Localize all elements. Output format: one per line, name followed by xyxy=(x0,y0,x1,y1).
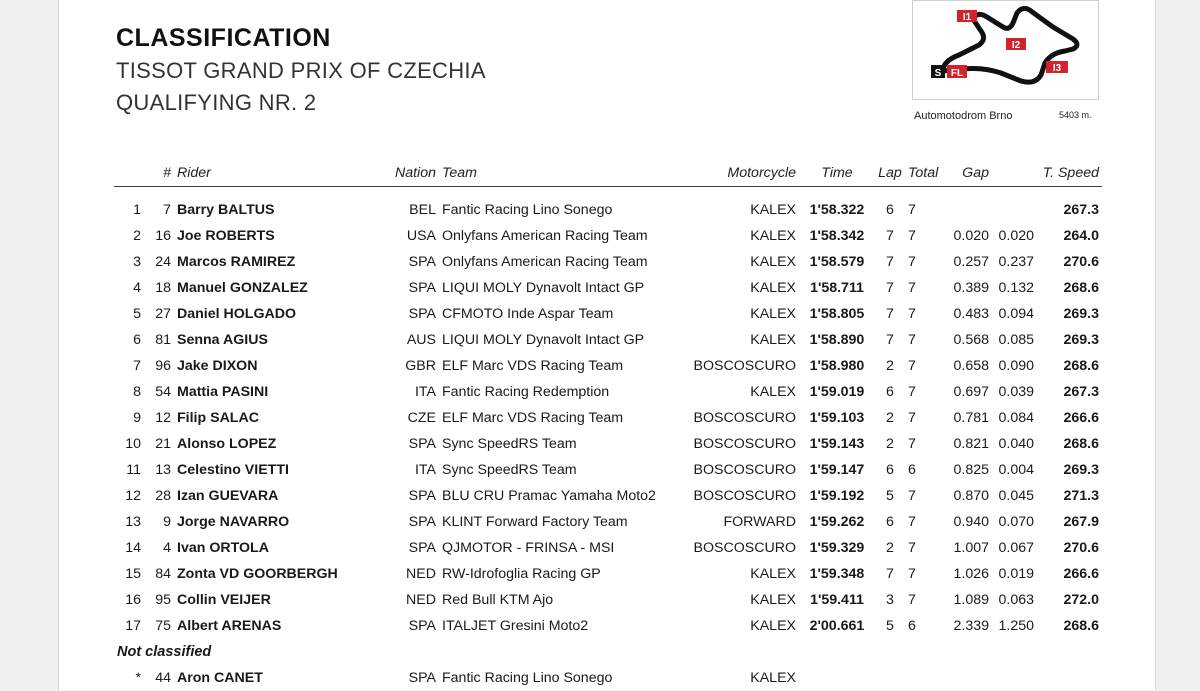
top-speed-cell: 268.6 xyxy=(1037,431,1102,457)
total-laps-cell: 7 xyxy=(905,301,935,327)
not-classified-row xyxy=(114,665,1102,691)
nation-cell: SPA xyxy=(369,665,439,691)
rider-name-cell: Manuel GONZALEZ xyxy=(174,275,369,301)
position-cell: 2 xyxy=(114,223,144,249)
gap-first-cell: 0.821 xyxy=(935,431,992,457)
total-laps-cell: 6 xyxy=(905,457,935,483)
table-row xyxy=(114,457,1102,483)
lap-time-cell: 1'59.143 xyxy=(799,431,875,457)
rider-number-cell: 9 xyxy=(144,509,174,535)
position-cell: 13 xyxy=(114,509,144,535)
lap-time-cell: 1'58.342 xyxy=(799,223,875,249)
start-marker xyxy=(931,65,945,79)
svg-text:FL: FL xyxy=(951,68,963,79)
best-lap-cell: 7 xyxy=(875,561,905,587)
position-cell: 5 xyxy=(114,301,144,327)
table-row xyxy=(114,249,1102,275)
gap-first-cell: 0.483 xyxy=(935,301,992,327)
motorcycle-cell: KALEX xyxy=(681,613,799,639)
total-laps-cell: 7 xyxy=(905,483,935,509)
team-cell: Sync SpeedRS Team xyxy=(439,431,681,457)
gap-previous-cell: 0.067 xyxy=(992,535,1037,561)
table-row xyxy=(114,275,1102,301)
motorcycle-cell: KALEX xyxy=(681,379,799,405)
team-cell: LIQUI MOLY Dynavolt Intact GP xyxy=(439,327,681,353)
team-cell: Red Bull KTM Ajo xyxy=(439,587,681,613)
session-name: QUALIFYING NR. 2 xyxy=(116,90,316,116)
team-cell: ELF Marc VDS Racing Team xyxy=(439,353,681,379)
top-speed-cell: 266.6 xyxy=(1037,561,1102,587)
motorcycle-cell: BOSCOSCURO xyxy=(681,405,799,431)
nation-cell: SPA xyxy=(369,301,439,327)
motorcycle-cell: KALEX xyxy=(681,665,799,691)
rider-number-cell: 24 xyxy=(144,249,174,275)
rider-number-cell: 84 xyxy=(144,561,174,587)
lap-time-cell: 1'59.019 xyxy=(799,379,875,405)
position-cell: 15 xyxy=(114,561,144,587)
nation-cell: SPA xyxy=(369,431,439,457)
top-speed-cell: 269.3 xyxy=(1037,327,1102,353)
nation-cell: SPA xyxy=(369,535,439,561)
gap-first-cell: 0.257 xyxy=(935,249,992,275)
position-cell: 12 xyxy=(114,483,144,509)
motorcycle-cell: KALEX xyxy=(681,587,799,613)
rider-name-cell: Barry BALTUS xyxy=(174,197,369,223)
rider-number-cell: 95 xyxy=(144,587,174,613)
motorcycle-cell: FORWARD xyxy=(681,509,799,535)
nation-cell: BEL xyxy=(369,197,439,223)
nation-cell: CZE xyxy=(369,405,439,431)
nation-cell: NED xyxy=(369,587,439,613)
empty-cell xyxy=(875,665,905,691)
lap-time-cell: 1'58.805 xyxy=(799,301,875,327)
lap-time-cell: 1'59.329 xyxy=(799,535,875,561)
total-laps-cell: 7 xyxy=(905,353,935,379)
gap-previous-cell: 0.020 xyxy=(992,223,1037,249)
gap-previous-cell: 0.094 xyxy=(992,301,1037,327)
empty-cell xyxy=(935,665,992,691)
col-nation: Nation xyxy=(369,160,439,187)
best-lap-cell: 6 xyxy=(875,197,905,223)
top-speed-cell: 267.3 xyxy=(1037,197,1102,223)
not-classified-heading-row xyxy=(114,639,1102,665)
motorcycle-cell: KALEX xyxy=(681,561,799,587)
lap-time-cell: 1'58.322 xyxy=(799,197,875,223)
results-body xyxy=(114,187,1102,691)
best-lap-cell: 6 xyxy=(875,509,905,535)
empty-cell xyxy=(799,665,875,691)
team-cell: KLINT Forward Factory Team xyxy=(439,509,681,535)
team-cell: QJMOTOR - FRINSA - MSI xyxy=(439,535,681,561)
rider-name-cell: Mattia PASINI xyxy=(174,379,369,405)
rider-name-cell: Celestino VIETTI xyxy=(174,457,369,483)
total-laps-cell: 7 xyxy=(905,275,935,301)
gap-previous-cell: 0.237 xyxy=(992,249,1037,275)
motorcycle-cell: BOSCOSCURO xyxy=(681,535,799,561)
motorcycle-cell: KALEX xyxy=(681,275,799,301)
nation-cell: NED xyxy=(369,561,439,587)
best-lap-cell: 7 xyxy=(875,301,905,327)
lap-time-cell: 1'59.103 xyxy=(799,405,875,431)
table-row xyxy=(114,353,1102,379)
gap-previous-cell: 0.063 xyxy=(992,587,1037,613)
position-cell: 17 xyxy=(114,613,144,639)
best-lap-cell: 6 xyxy=(875,457,905,483)
total-laps-cell: 6 xyxy=(905,613,935,639)
table-row xyxy=(114,301,1102,327)
empty-cell xyxy=(1037,665,1102,691)
gap-first-cell: 2.339 xyxy=(935,613,992,639)
position-cell: 1 xyxy=(114,197,144,223)
event-name: TISSOT GRAND PRIX OF CZECHIA xyxy=(116,58,486,84)
rider-name-cell: Joe ROBERTS xyxy=(174,223,369,249)
nation-cell: SPA xyxy=(369,613,439,639)
rider-name-cell: Collin VEIJER xyxy=(174,587,369,613)
total-laps-cell: 7 xyxy=(905,197,935,223)
motorcycle-cell: BOSCOSCURO xyxy=(681,457,799,483)
position-cell: 9 xyxy=(114,405,144,431)
total-laps-cell: 7 xyxy=(905,249,935,275)
motorcycle-cell: KALEX xyxy=(681,223,799,249)
nation-cell: SPA xyxy=(369,483,439,509)
rider-number-cell: 21 xyxy=(144,431,174,457)
table-row xyxy=(114,431,1102,457)
rider-name-cell: Izan GUEVARA xyxy=(174,483,369,509)
nation-cell: SPA xyxy=(369,249,439,275)
motorcycle-cell: BOSCOSCURO xyxy=(681,431,799,457)
table-row xyxy=(114,327,1102,353)
gap-previous-cell: 0.040 xyxy=(992,431,1037,457)
table-row xyxy=(114,405,1102,431)
position-cell: 16 xyxy=(114,587,144,613)
nation-cell: AUS xyxy=(369,327,439,353)
total-laps-cell: 7 xyxy=(905,587,935,613)
gap-previous-cell: 0.004 xyxy=(992,457,1037,483)
team-cell: LIQUI MOLY Dynavolt Intact GP xyxy=(439,275,681,301)
nation-cell: ITA xyxy=(369,457,439,483)
results-table xyxy=(114,160,1102,691)
gap-previous-cell xyxy=(992,197,1037,223)
best-lap-cell: 2 xyxy=(875,431,905,457)
top-speed-cell: 271.3 xyxy=(1037,483,1102,509)
best-lap-cell: 5 xyxy=(875,483,905,509)
col-total: Total xyxy=(905,160,935,187)
team-cell: Fantic Racing Lino Sonego xyxy=(439,665,681,691)
gap-first-cell: 0.389 xyxy=(935,275,992,301)
top-speed-cell: 264.0 xyxy=(1037,223,1102,249)
lap-time-cell: 1'58.711 xyxy=(799,275,875,301)
gap-previous-cell: 0.070 xyxy=(992,509,1037,535)
col-gap: Gap xyxy=(935,160,992,187)
svg-text:I2: I2 xyxy=(1012,40,1021,51)
circuit-name: Automotodrom Brno xyxy=(914,110,1012,122)
team-cell: Onlyfans American Racing Team xyxy=(439,223,681,249)
best-lap-cell: 7 xyxy=(875,327,905,353)
top-speed-cell: 268.6 xyxy=(1037,275,1102,301)
rider-number-cell: 4 xyxy=(144,535,174,561)
total-laps-cell: 7 xyxy=(905,223,935,249)
sector-marker-i2 xyxy=(1006,38,1026,51)
total-laps-cell: 7 xyxy=(905,405,935,431)
table-row xyxy=(114,535,1102,561)
nation-cell: SPA xyxy=(369,275,439,301)
team-cell: ELF Marc VDS Racing Team xyxy=(439,405,681,431)
rider-name-cell: Filip SALAC xyxy=(174,405,369,431)
svg-text:S: S xyxy=(935,68,942,79)
empty-cell xyxy=(905,665,935,691)
gap-previous-cell: 0.090 xyxy=(992,353,1037,379)
lap-time-cell: 1'58.980 xyxy=(799,353,875,379)
lap-time-cell: 1'59.147 xyxy=(799,457,875,483)
total-laps-cell: 7 xyxy=(905,509,935,535)
rider-number-cell: 12 xyxy=(144,405,174,431)
lap-time-cell: 1'58.890 xyxy=(799,327,875,353)
position-cell: * xyxy=(114,665,144,691)
finish-line-marker xyxy=(947,65,967,79)
position-cell: 7 xyxy=(114,353,144,379)
rider-name-cell: Marcos RAMIREZ xyxy=(174,249,369,275)
rider-number-cell: 75 xyxy=(144,613,174,639)
table-row xyxy=(114,613,1102,639)
gap-previous-cell: 0.132 xyxy=(992,275,1037,301)
motorcycle-cell: BOSCOSCURO xyxy=(681,483,799,509)
lap-time-cell: 2'00.661 xyxy=(799,613,875,639)
gap-first-cell: 1.007 xyxy=(935,535,992,561)
rider-name-cell: Zonta VD GOORBERGH xyxy=(174,561,369,587)
rider-number-cell: 54 xyxy=(144,379,174,405)
nation-cell: SPA xyxy=(369,509,439,535)
top-speed-cell: 269.3 xyxy=(1037,457,1102,483)
table-row xyxy=(114,483,1102,509)
table-row xyxy=(114,223,1102,249)
motorcycle-cell: KALEX xyxy=(681,197,799,223)
rider-name-cell: Senna AGIUS xyxy=(174,327,369,353)
gap-first-cell: 0.940 xyxy=(935,509,992,535)
gap-first-cell: 1.026 xyxy=(935,561,992,587)
rider-number-cell: 28 xyxy=(144,483,174,509)
circuit-length: 5403 m. xyxy=(1059,110,1092,120)
header-row xyxy=(114,160,1102,187)
rider-number-cell: 7 xyxy=(144,197,174,223)
team-cell: Onlyfans American Racing Team xyxy=(439,249,681,275)
col-lap: Lap xyxy=(875,160,905,187)
header-spacer xyxy=(114,187,1102,198)
rider-number-cell: 18 xyxy=(144,275,174,301)
rider-number-cell: 96 xyxy=(144,353,174,379)
gap-first-cell xyxy=(935,197,992,223)
nation-cell: GBR xyxy=(369,353,439,379)
team-cell: BLU CRU Pramac Yamaha Moto2 xyxy=(439,483,681,509)
team-cell: RW-Idrofoglia Racing GP xyxy=(439,561,681,587)
team-cell: Sync SpeedRS Team xyxy=(439,457,681,483)
col-gap-prev xyxy=(992,160,1037,187)
gap-first-cell: 0.825 xyxy=(935,457,992,483)
col-rider: Rider xyxy=(174,160,369,187)
top-speed-cell: 268.6 xyxy=(1037,353,1102,379)
top-speed-cell: 267.3 xyxy=(1037,379,1102,405)
lap-time-cell: 1'59.348 xyxy=(799,561,875,587)
gap-first-cell: 0.870 xyxy=(935,483,992,509)
table-row xyxy=(114,509,1102,535)
total-laps-cell: 7 xyxy=(905,431,935,457)
position-cell: 10 xyxy=(114,431,144,457)
lap-time-cell: 1'59.192 xyxy=(799,483,875,509)
best-lap-cell: 5 xyxy=(875,613,905,639)
gap-first-cell: 0.568 xyxy=(935,327,992,353)
col-number: # xyxy=(144,160,174,187)
total-laps-cell: 7 xyxy=(905,535,935,561)
top-speed-cell: 267.9 xyxy=(1037,509,1102,535)
rider-name-cell: Albert ARENAS xyxy=(174,613,369,639)
table-row xyxy=(114,587,1102,613)
sector-marker-i1 xyxy=(957,10,977,23)
rider-number-cell: 16 xyxy=(144,223,174,249)
col-time: Time xyxy=(799,160,875,187)
nation-cell: USA xyxy=(369,223,439,249)
classification-document xyxy=(58,0,1156,690)
top-speed-cell: 266.6 xyxy=(1037,405,1102,431)
position-cell: 11 xyxy=(114,457,144,483)
motorcycle-cell: KALEX xyxy=(681,249,799,275)
rider-name-cell: Alonso LOPEZ xyxy=(174,431,369,457)
rider-name-cell: Daniel HOLGADO xyxy=(174,301,369,327)
gap-previous-cell: 0.045 xyxy=(992,483,1037,509)
gap-first-cell: 0.658 xyxy=(935,353,992,379)
team-cell: Fantic Racing Redemption xyxy=(439,379,681,405)
col-motorcycle: Motorcycle xyxy=(681,160,799,187)
best-lap-cell: 2 xyxy=(875,353,905,379)
team-cell: ITALJET Gresini Moto2 xyxy=(439,613,681,639)
empty-cell xyxy=(992,665,1037,691)
rider-name-cell: Ivan ORTOLA xyxy=(174,535,369,561)
gap-first-cell: 1.089 xyxy=(935,587,992,613)
lap-time-cell: 1'59.411 xyxy=(799,587,875,613)
col-team: Team xyxy=(439,160,681,187)
gap-first-cell: 0.020 xyxy=(935,223,992,249)
not-classified-label: Not classified xyxy=(114,639,1102,665)
best-lap-cell: 2 xyxy=(875,405,905,431)
gap-previous-cell: 1.250 xyxy=(992,613,1037,639)
motorcycle-cell: KALEX xyxy=(681,327,799,353)
best-lap-cell: 7 xyxy=(875,249,905,275)
nation-cell: ITA xyxy=(369,379,439,405)
gap-previous-cell: 0.019 xyxy=(992,561,1037,587)
top-speed-cell: 269.3 xyxy=(1037,301,1102,327)
rider-number-cell: 44 xyxy=(144,665,174,691)
svg-text:I3: I3 xyxy=(1053,63,1062,74)
gap-previous-cell: 0.039 xyxy=(992,379,1037,405)
motorcycle-cell: KALEX xyxy=(681,301,799,327)
position-cell: 3 xyxy=(114,249,144,275)
best-lap-cell: 2 xyxy=(875,535,905,561)
gap-previous-cell: 0.084 xyxy=(992,405,1037,431)
col-top-speed: T. Speed xyxy=(1037,160,1102,187)
position-cell: 14 xyxy=(114,535,144,561)
best-lap-cell: 7 xyxy=(875,275,905,301)
gap-previous-cell: 0.085 xyxy=(992,327,1037,353)
top-speed-cell: 272.0 xyxy=(1037,587,1102,613)
page-title: CLASSIFICATION xyxy=(116,24,331,53)
table-row xyxy=(114,379,1102,405)
circuit-map-graphic xyxy=(913,1,1098,99)
best-lap-cell: 6 xyxy=(875,379,905,405)
top-speed-cell: 270.6 xyxy=(1037,535,1102,561)
total-laps-cell: 7 xyxy=(905,379,935,405)
position-cell: 6 xyxy=(114,327,144,353)
rider-name-cell: Jake DIXON xyxy=(174,353,369,379)
team-cell: Fantic Racing Lino Sonego xyxy=(439,197,681,223)
best-lap-cell: 3 xyxy=(875,587,905,613)
col-pos xyxy=(114,160,144,187)
lap-time-cell: 1'59.262 xyxy=(799,509,875,535)
circuit-map xyxy=(912,0,1099,100)
gap-first-cell: 0.697 xyxy=(935,379,992,405)
position-cell: 8 xyxy=(114,379,144,405)
motorcycle-cell: BOSCOSCURO xyxy=(681,353,799,379)
best-lap-cell: 7 xyxy=(875,223,905,249)
team-cell: CFMOTO Inde Aspar Team xyxy=(439,301,681,327)
rider-name-cell: Jorge NAVARRO xyxy=(174,509,369,535)
sector-marker-i3 xyxy=(1046,61,1068,74)
lap-time-cell: 1'58.579 xyxy=(799,249,875,275)
table-row xyxy=(114,561,1102,587)
svg-text:I1: I1 xyxy=(963,12,972,23)
rider-number-cell: 81 xyxy=(144,327,174,353)
rider-name-cell: Aron CANET xyxy=(174,665,369,691)
total-laps-cell: 7 xyxy=(905,327,935,353)
rider-number-cell: 13 xyxy=(144,457,174,483)
total-laps-cell: 7 xyxy=(905,561,935,587)
top-speed-cell: 270.6 xyxy=(1037,249,1102,275)
rider-number-cell: 27 xyxy=(144,301,174,327)
position-cell: 4 xyxy=(114,275,144,301)
gap-first-cell: 0.781 xyxy=(935,405,992,431)
top-speed-cell: 268.6 xyxy=(1037,613,1102,639)
table-row xyxy=(114,197,1102,223)
